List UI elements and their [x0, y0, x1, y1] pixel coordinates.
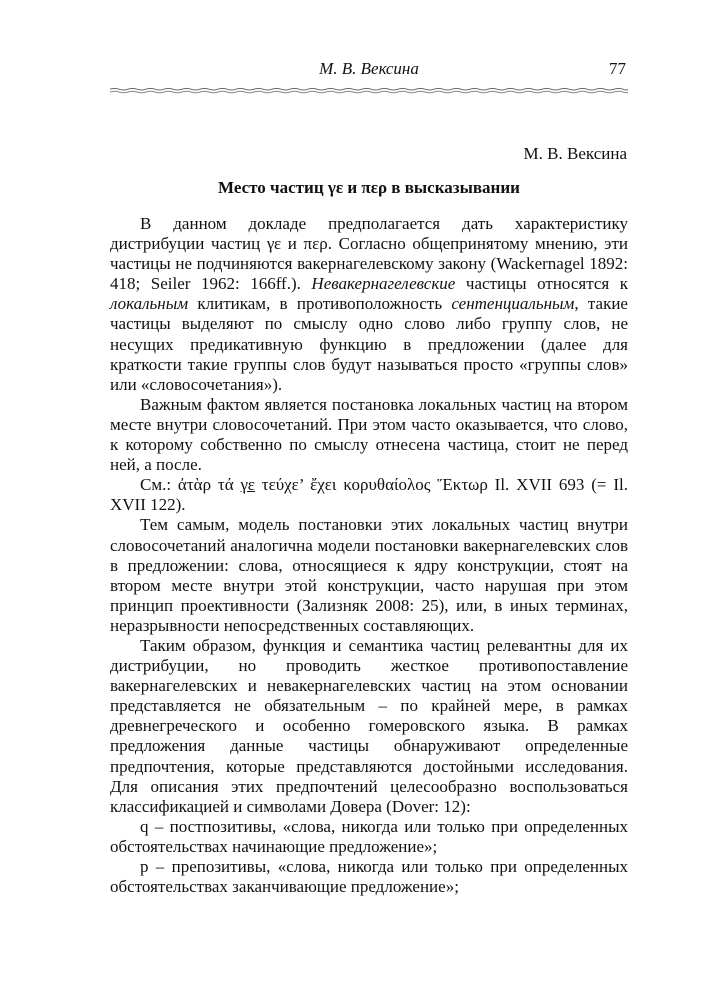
paragraph: [110, 214, 628, 395]
paragraph-text: клитикам, в противоположность: [188, 294, 452, 314]
italic-term: Невакернагелевские: [311, 274, 456, 294]
definition-item: q – постпозитивы, «слова, никогда или только при определенных обстоятельствах начинающие предложение»;: [110, 816, 628, 856]
paragraph: Тем самым, модель постановки этих локальных частиц внутри словосочетаний аналогична модели постановки вакернагелевских слов в предложении: слова, относящиеся к ядру конструкции, стоят на втором месте внутри этой конструкции, часто нарушая при этом принцип проективности (Зализняк 2008: 25), или, в иных терминах, неразрывности непосредственных составляющих.: [110, 515, 628, 635]
decorative-rule: [110, 87, 628, 94]
article-body: [110, 214, 628, 897]
italic-term: сентенциальным: [451, 294, 575, 314]
running-header: [110, 57, 628, 87]
header-author: М. В. Вексина: [319, 59, 419, 78]
italic-term: локальным: [110, 294, 189, 314]
paragraph-text: частицы относятся к: [455, 274, 628, 294]
paragraph-text: , такие частицы выделяют по смыслу одно слово либо группу слов, не несущих предикативную функцию в предложении (далее для краткости такие группы слов будут называться просто «группы слов» или «словосочетания»).: [110, 294, 628, 394]
definition-item: p – препозитивы, «слова, никогда или только при определенных обстоятельствах заканчивающие предложение»;: [110, 857, 628, 897]
article-title: Место частиц γε и περ в высказывании: [218, 178, 520, 197]
paragraph-text: В данном докладе предполагается дать характеристику дистрибуции частиц γε и περ. Согласно общепринятому мнению, эти частицы не подчиняются вакернагелевскому закону (Wackernagel 1892: 418; Seiler 1962: 166ff.).: [110, 214, 628, 294]
example-paragraph: [110, 475, 628, 515]
example-text: См.: ἀτὰρ τά: [140, 475, 241, 495]
example-text: τεύχε’ ἔχει κορυθαίολος Ἕκτωρ Il. XVII 693 (= Il. XVII 122).: [110, 475, 628, 515]
paragraph: Таким образом, функция и семантика частиц релевантны для их дистрибуции, но проводить жесткое противопоставление вакернагелевских и невакернагелевских частиц на этом основании представляется не обязательным – по крайней мере, в рамках древнегреческого и особенно гомеровского языка. В рамках предложения данные частицы обнаруживают определенные предпочтения, которые представляются достойными исследования. Для описания этих предпочтений целесообразно воспользоваться классификацией и символами Довера (Dover: 12):: [110, 635, 628, 816]
underlined-particle: γε: [240, 475, 255, 495]
paragraph: Важным фактом является постановка локальных частиц на втором месте внутри словосочетаний. При этом часто оказывается, что слово, к которому собственно по смыслу отнесена частица, стоит не перед ней, а после.: [110, 394, 628, 475]
page-number: 77: [609, 59, 626, 78]
author-byline: М. В. Вексина: [523, 144, 627, 163]
